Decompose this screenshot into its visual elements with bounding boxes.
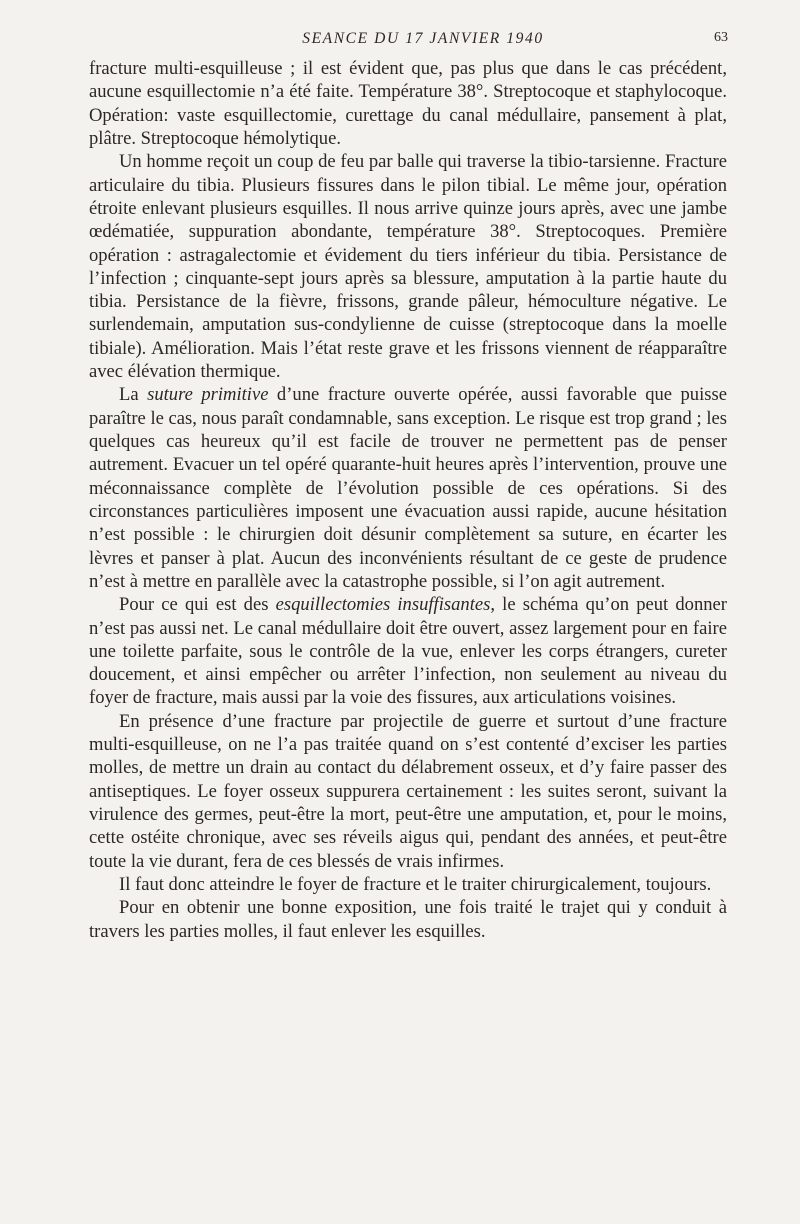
page-header [118,30,728,56]
paragraph-text: La [119,384,148,406]
paragraph-text: , le schéma qu’on peut donner n’est pas aussi net. Le canal médullaire doit être ouvert, assez largement pour en faire une toilette parfaite, sous le contrôle de la vue, enlever les corps étrangers, cureter doucement, et ainsi empêcher ou arrêter l’infection, non seulement au niveau du foyer de fracture, mais aussi par la voie des fissures, aux articulations voisines. [89,594,727,709]
paragraph-case-report: Un homme reçoit un coup de feu par balle qui traverse la tibio-tarsienne. Fracture articulaire du tibia. Plusieurs fissures dans le pilon tibial. Le même jour, opération étroite enlevant plusieurs esquilles. Il nous arrive quinze jours après, avec une jambe œdématiée, suppuration abondante, température 38°. Streptocoques. Première opération : astragalectomie et évidement du tiers inférieur du tibia. Persistance de l’infection ; cinquante-sept jours après sa blessure, amputation à la partie haute du tibia. Persistance de la fièvre, frissons, grande pâleur, hémoculture négative. Le surlendemain, amputation sus-condylienne de cuisse (streptocoque dans la moelle tibiale). Amélioration. Mais l’état reste grave et les frissons viennent de réapparaître avec élévation thermique. [89,151,727,383]
paragraph-continued: fracture multi-esquilleuse ; il est évident que, pas plus que dans le cas précédent, aucune esquillectomie n’a été faite. Température 38°. Streptocoque et staphylocoque. Opération: vaste esquillectomie, curettage du canal médullaire, pansement à plat, plâtre. Streptocoque hémolytique. [89,58,727,149]
paragraph-esquillectomies [89,593,727,710]
paragraph-exposition: Pour en obtenir une bonne exposition, une fois traité le trajet qui y conduit à travers les parties molles, il faut enlever les esquilles. [89,897,727,942]
paragraph-text: Pour ce qui est des [119,594,276,616]
paragraph-conclusion: Il faut donc atteindre le foyer de fracture et le traiter chirurgicalement, toujours. [119,873,712,895]
paragraph-fracture-projectile: En présence d’une fracture par projectile de guerre et surtout d’une fracture multi-esquilleuse, on ne l’a pas traitée quand on s’est contenté d’exciser les parties molles, de mettre un drain au contact du délabrement osseux, et d’y faire passer des antiseptiques. Le foyer osseux suppurera certainement : les suites seront, suivant la virulence des germes, peut-être la mort, peut-être une amputation, et, pour le moins, cette ostéite chronique, avec ses réveils aigus qui, pendant des années, et peut-être toute la vie durant, fera de ces blessés de vrais infirmes. [89,710,727,872]
paragraph-suture-primitive [89,383,727,593]
page-number: 63 [714,30,728,45]
emphasis-term: esquillectomies insuffisantes [275,594,491,616]
emphasis-term: suture primitive [147,384,269,406]
body-text [89,57,727,943]
running-title: SEANCE DU 17 JANVIER 1940 [302,30,544,47]
paragraph-text: d’une fracture ouverte opérée, aussi favorable que puisse paraître le cas, nous paraît condamnable, sans exception. Le risque est trop grand ; les quelques cas heureux qu’il est facile de trouver ne permettent pas de penser autrement. Evacuer un tel opéré quarante-huit heures après l’intervention, prouve une méconnaissance complète de l’évolution possible de ces opérations. Si des circonstances particulières imposent une évacuation aussi rapide, aucune hésitation n’est possible : le chirurgien doit désunir complètement sa suture, en écarter les lèvres et panser à plat. Aucun des inconvénients résultant de ce geste de prudence n’est à mettre en parallèle avec la catastrophe possible, si l’on agit autrement. [89,384,727,592]
